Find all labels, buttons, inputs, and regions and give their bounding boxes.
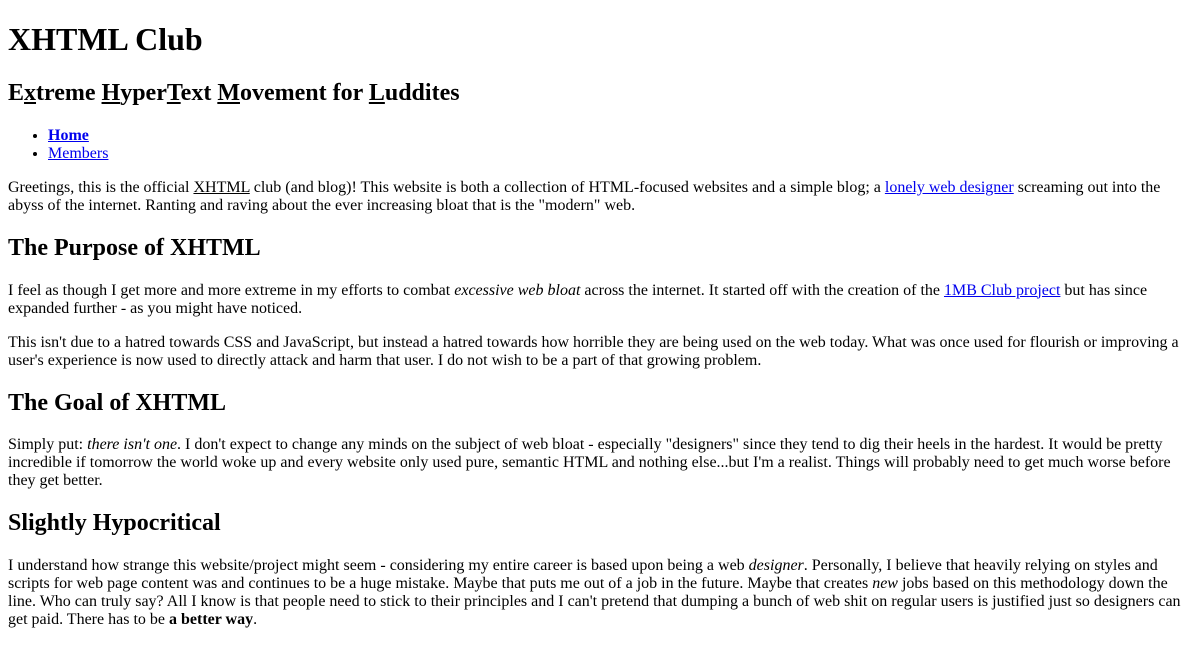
goal-paragraph-1	[8, 436, 1192, 490]
subtitle-seg-2: treme	[36, 79, 102, 106]
intro-paragraph	[8, 179, 1192, 215]
goal-p1-text-2: . I don't expect to change any minds on the subject of web bloat - especially "designers" since they tend to dig their heels in the hardest. It would be pretty incredible if tomorrow the world woke up and every website only used pure, semantic HTML and nothing else...but I'm a realist. Things will probably need to get much worse before they get better.	[8, 436, 1171, 490]
intro-text-2: club (and blog)! This website is both a collection of HTML-focused websites and a simple blog; a	[249, 178, 885, 196]
goal-p1-text-1: Simply put:	[8, 436, 88, 454]
subtitle-accent-t: T	[166, 79, 181, 106]
subtitle-seg-6: uddites	[384, 79, 460, 106]
section-heading-goal: The Goal of XHTML	[8, 389, 227, 416]
main-navigation	[8, 127, 1192, 163]
hypo-p1-text-2: . Personally, I believe that heavily relying on styles and scripts for web page content was and continues to be a huge mistake. Maybe that puts me out of a job in the future. Maybe that creates	[8, 557, 1158, 593]
subtitle-accent-l: L	[368, 79, 385, 106]
section-heading-purpose: The Purpose of XHTML	[8, 234, 261, 261]
section-heading-hypocritical: Slightly Hypocritical	[8, 510, 221, 537]
subtitle-seg-1: E	[8, 79, 25, 106]
emphasis-there-isnt-one: there isn't one	[87, 436, 178, 454]
hypo-p1-text-3: jobs based on this methodology down the line. Who can truly say? All I know is that people need to stick to their principles and I can't pretend that dumping a bunch of web shit on regular users is justified just so designers can get paid. There has to be	[8, 575, 1181, 629]
nav-item-members	[48, 145, 1192, 163]
nav-item-home	[48, 127, 1192, 145]
hypocritical-paragraph-1	[8, 557, 1192, 629]
xhtml-abbreviation: XHTML	[193, 178, 250, 196]
intro-text-1: Greetings, this is the official	[8, 178, 194, 196]
purpose-paragraph-1	[8, 282, 1192, 318]
subtitle-seg-3: yper	[120, 79, 167, 106]
intro-text-3: screaming out into the abyss of the internet. Ranting and raving about the ever increasing bloat that is the "modern" web.	[8, 178, 1161, 214]
hypo-p1-text-4: .	[253, 611, 258, 629]
purpose-p1-text-2: across the internet. It started off with the creation of the	[580, 281, 944, 299]
page-title: XHTML Club	[8, 21, 203, 58]
link-lonely-web-designer[interactable]: lonely web designer	[884, 178, 1014, 196]
nav-link-members[interactable]: Members	[48, 144, 109, 162]
hypo-p1-text-1: I understand how strange this website/project might seem - considering my entire career is based upon being a web	[8, 557, 749, 575]
subtitle-accent-h: H	[101, 79, 121, 106]
page-subtitle	[8, 80, 1192, 107]
emphasis-excessive-web-bloat: excessive web bloat	[454, 281, 581, 299]
link-1mb-club-project[interactable]: 1MB Club project	[943, 281, 1061, 299]
subtitle-seg-5: ovement for	[239, 79, 369, 106]
subtitle-accent-x: x	[24, 79, 37, 106]
strong-a-better-way: a better way	[168, 611, 254, 629]
purpose-p1-text-1: I feel as though I get more and more extreme in my efforts to combat	[8, 281, 455, 299]
purpose-paragraph-2: This isn't due to a hatred towards CSS and JavaScript, but instead a hatred towards how horrible they are being used on the web today. What was once used for flourish or improving a user's experience is now used to directly attack and harm that user. I do not wish to be a part of that growing problem.	[8, 333, 1179, 369]
subtitle-seg-4: ext	[180, 79, 218, 106]
nav-link-home[interactable]: Home	[48, 126, 89, 144]
emphasis-designer: designer	[748, 557, 804, 575]
subtitle-accent-m: M	[217, 79, 240, 106]
emphasis-new: new	[872, 575, 898, 593]
purpose-p1-text-3: but has since expanded further - as you might have noticed.	[8, 281, 1148, 317]
